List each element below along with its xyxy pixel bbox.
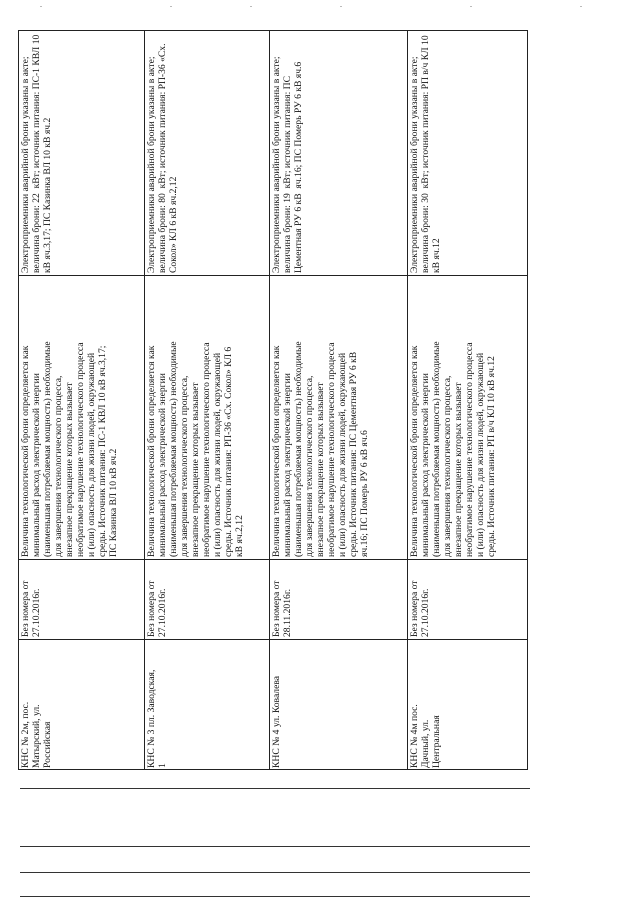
brony-table [18, 30, 528, 770]
document-cell: Без номера от 27.10.2016г. [146, 580, 168, 637]
object-name-cell: КНС № 4 ул. Ковалева [271, 675, 282, 768]
emergency-cell: Электроприемники аварийной брони указаны в акте; величина брони: 19 кВт; источник питания: ПС Цементная РУ 6 кВ яч.16; ПС Померь РУ 6 кВ яч.6 [271, 56, 304, 273]
scan-speck [470, 6, 472, 7]
table-row [19, 639, 144, 770]
scan-speck [340, 6, 342, 7]
table-row [270, 639, 407, 770]
scan-speck [250, 6, 252, 7]
scan-speck [170, 6, 172, 7]
emergency-cell: Электроприемники аварийной брони указаны в акте; величина брони: 22 кВт; источник питания: ПС-1 КВЛ 10 кВ яч.3,17; ПС Казинка ВЛ 10 кВ яч.2 [20, 34, 53, 273]
scan-artifacts [0, 6, 640, 12]
description-cell: Величина технологической брони определяется как минимальный расход электрической энергии (наименьшая потребляемая мощность) необходимые для завершения технологического процесса, внезапное прекращение которых вызывает необратимое нарушение технологического процесса и (или) опасность для жизни людей, окружающей среды. Источник питания: РП в/ч КЛ 10 кВ яч.12 [409, 341, 497, 557]
table-row [408, 31, 528, 275]
table-row [270, 275, 407, 559]
object-name-cell: КНС № 4м пос. Дачный, ул. Центральная [409, 704, 442, 768]
description-cell: Величина технологической брони определяется как минимальный расход электрической энергии (наименьшая потребляемая мощность) необходимые для завершения технологического процесса, внезапное прекращение которых вызывает необратимое нарушение технологического процесса и (или) опасность для жизни людей, окружающей среды. Источник питания: ПС Цементная РУ 6 кВ яч.16; ПС Померь РУ 6 кВ яч.6 [271, 341, 370, 557]
description-cell: Величина технологической брони определяется как минимальный расход электрической энергии (наименьшая потребляемая мощность) необходимые для завершения технологического процесса, внезапное прекращение которых вызывает необратимое нарушение технологического процесса и (или) опасность для жизни людей, окружающей среды. Источник питания: ПС-1 КВЛ 10 кВ яч.3,17; ПС Казинка ВЛ 10 кВ яч.2 [20, 341, 119, 557]
scan-speck [40, 6, 42, 7]
footer-rule [20, 872, 530, 873]
table-row [145, 639, 269, 770]
object-name-cell: КНС № 2м, пос. Матырский, ул. Российская [20, 701, 53, 768]
document-cell: Без номера от 27.10.2016г. [409, 580, 431, 637]
description-cell: Величина технологической брони определяется как минимальный расход электрической энергии (наименьшая потребляемая мощность) необходимые для завершения технологического процесса, внезапное прекращение которых вызывает необратимое нарушение технологического процесса и (или) опасность для жизни людей, окружающей среды. Источник питания: РП-36 «Сх. Сокол» КЛ 6 кВ яч.2,12 [146, 341, 245, 557]
table-row [408, 275, 528, 559]
table-row [408, 639, 528, 770]
object-name-cell: КНС № 3 пл. Заводская, 1 [146, 669, 168, 768]
table-row [145, 559, 269, 639]
table-row [19, 559, 144, 639]
table-row [19, 31, 144, 275]
scan-speck [580, 6, 582, 7]
table-row [270, 31, 407, 275]
table-row [270, 559, 407, 639]
footer-rule [20, 896, 530, 897]
table-row [145, 275, 269, 559]
footer-rule [20, 788, 530, 789]
table-row [19, 275, 144, 559]
footer-rule [20, 846, 530, 847]
document-cell: Без номера от 28.11.2016г. [271, 580, 293, 637]
table-row [145, 31, 269, 275]
table-row [408, 559, 528, 639]
document-cell: Без номера от 27.10.2016г. [20, 580, 42, 637]
emergency-cell: Электроприемники аварийной брони указаны в акте; величина брони: 80 кВт; источник питания: РП-36 «Сх. Сокол» КЛ 6 кВ яч.2,12 [146, 43, 179, 273]
emergency-cell: Электроприемники аварийной брони указаны в акте; величина брони: 30 кВт; источник питания: РП в/ч КЛ 10 кВ яч.12 [409, 35, 442, 273]
